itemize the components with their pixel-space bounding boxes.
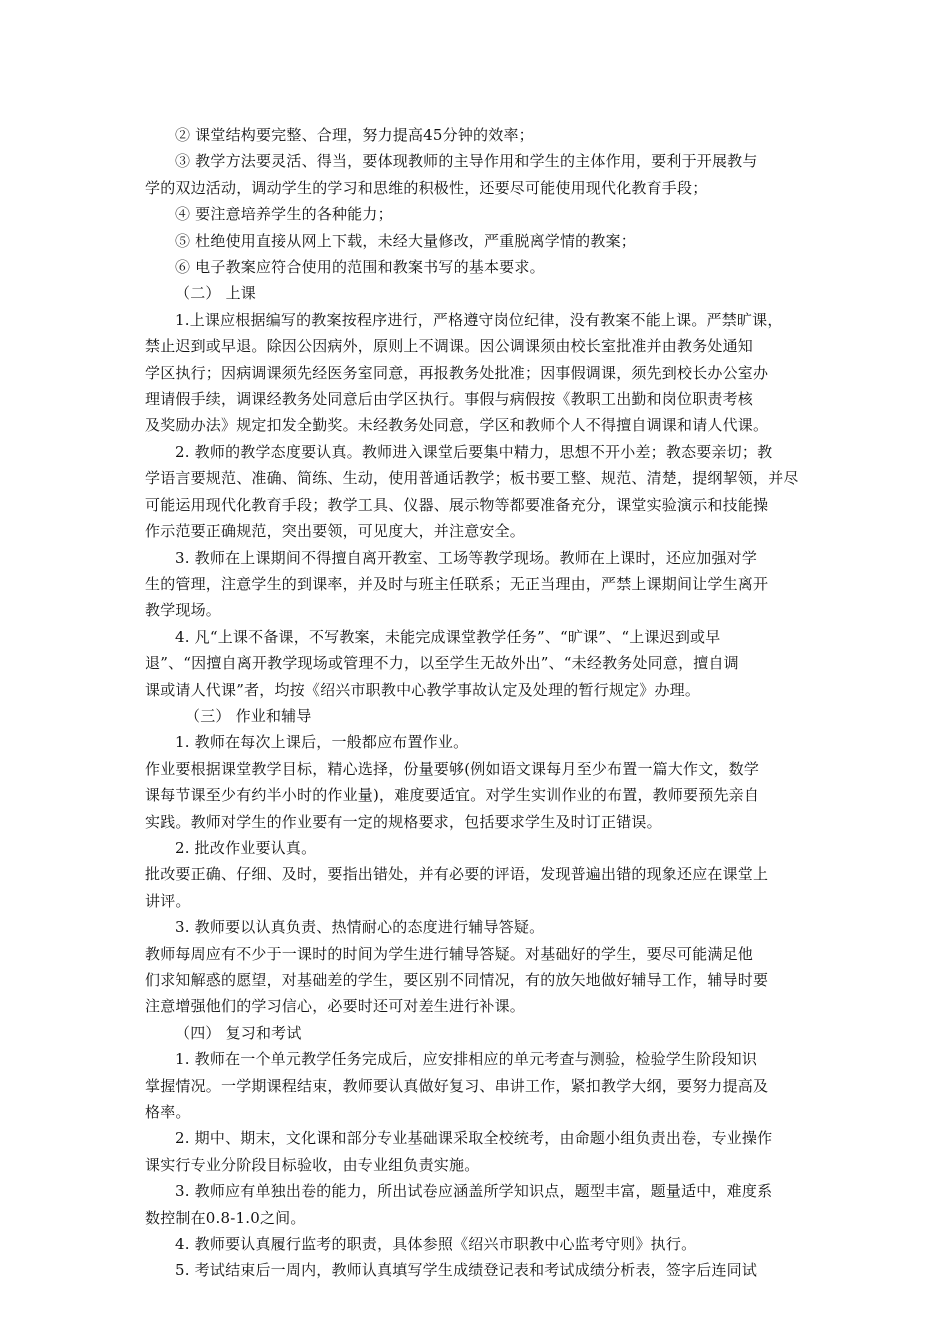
text-line: 退”、“因擅自离开教学现场或管理不力，以至学生无故外出”、“未经教务处同意，擅自调 — [145, 654, 739, 673]
text-line: 学语言要规范、准确、简练、生动，使用普通话教学；板书要工整、规范、清楚，提纲挈领，并尽 — [145, 469, 799, 488]
text-line: 2. 批改作业要认真。 — [175, 838, 317, 857]
text-line: 课每节课至少有约半小时的作业量)，难度要适宜。对学生实训作业的布置，教师要预先亲自 — [145, 786, 760, 805]
text-line: 作业要根据课堂教学目标，精心选择，份量要够(例如语文课每月至少布置一篇大作文，数学 — [145, 759, 760, 778]
text-line: 2. 教师的教学态度要认真。教师进入课堂后要集中精力，思想不开小差；教态要亲切；教 — [175, 442, 773, 461]
text-line: 3. 教师在上课期间不得擅自离开教室、工场等教学现场。教师在上课时，还应加强对学 — [175, 548, 758, 567]
text-line: 3. 教师应有单独出卷的能力，所出试卷应涵盖所学知识点，题型丰富，题量适中，难度系 — [175, 1182, 773, 1201]
text-line: 格率。 — [145, 1103, 191, 1122]
text-line: （二） 上课 — [175, 284, 256, 303]
text-line: ④ 要注意培养学生的各种能力； — [175, 205, 393, 224]
text-line: ⑥ 电子教案应符合使用的范围和教案书写的基本要求。 — [175, 258, 545, 277]
text-line: 及奖励办法》规定扣发全勤奖。未经教务处同意，学区和教师个人不得擅自调课和请人代课。 — [145, 416, 769, 435]
document-page — [145, 122, 813, 1284]
text-line: 数控制在0.8-1.0之间。 — [145, 1208, 306, 1227]
text-line: ⑤ 杜绝使用直接从网上下载，未经大量修改，严重脱离学情的教案； — [175, 231, 636, 250]
text-line: （三） 作业和辅导 — [185, 706, 312, 725]
text-line: 教学现场。 — [145, 601, 222, 620]
text-line: ③ 教学方法要灵活、得当，要体现教师的主导作用和学生的主体作用，要利于开展教与 — [175, 152, 758, 171]
text-line: 讲评。 — [145, 891, 191, 910]
text-line: 2. 期中、期末，文化课和部分专业基础课采取全校统考，由命题小组负责出卷，专业操作 — [175, 1129, 773, 1148]
text-line: 学的双边活动，调动学生的学习和思维的积极性，还要尽可能使用现代化教育手段； — [145, 178, 708, 197]
text-line: 4. 教师要认真履行监考的职责，具体参照《绍兴市职教中心监考守则》执行。 — [175, 1235, 697, 1254]
text-line: 学区执行；因病调课须先经医务室同意，再报教务处批准；因事假调课，须先到校长办公室办 — [145, 363, 769, 382]
text-line: 教师每周应有不少于一课时的时间为学生进行辅导答疑。对基础好的学生，要尽可能满足他 — [145, 944, 754, 963]
text-line: ② 课堂结构要完整、合理，努力提高45分钟的效率； — [175, 126, 534, 144]
text-line: 课或请人代课”者，均按《绍兴市职教中心教学事故认定及处理的暂行规定》办理。 — [145, 680, 701, 699]
text-line: 禁止迟到或早退。除因公因病外，原则上不调课。因公调课须由校长室批准并由教务处通知 — [145, 337, 754, 356]
text-line: 5. 考试结束后一周内，教师认真填写学生成绩登记表和考试成绩分析表，签字后连同试 — [175, 1261, 758, 1280]
text-line: （四） 复习和考试 — [175, 1023, 302, 1042]
text-line: 1. 教师在一个单元教学任务完成后，应安排相应的单元考查与测验，检验学生阶段知识 — [175, 1050, 758, 1069]
text-line: 作示范要正确规范，突出要领，可见度大，并注意安全。 — [145, 522, 526, 541]
text-line: 理请假手续，调课经教务处同意后由学区执行。事假与病假按《教职工出勤和岗位职责考核 — [145, 390, 754, 409]
text-line: 掌握情况。一学期课程结束，教师要认真做好复习、串讲工作，紧扣教学大纲，要努力提高及 — [145, 1076, 769, 1095]
text-line: 实践。教师对学生的作业要有一定的规格要求，包括要求学生及时订正错误。 — [145, 812, 662, 831]
text-line: 1.上课应根据编写的教案按程序进行，严格遵守岗位纪律，没有教案不能上课。严禁旷课， — [175, 310, 783, 329]
text-line: 注意增强他们的学习信心，必要时还可对差生进行补课。 — [145, 997, 526, 1016]
text-line: 可能运用现代化教育手段；教学工具、仪器、展示物等都要准备充分，课堂实验演示和技能操 — [145, 495, 769, 514]
text-line: 批改要正确、仔细、及时，要指出错处，并有必要的评语，发现普遍出错的现象还应在课堂上 — [145, 865, 769, 884]
text-line: 3. 教师要以认真负责、热情耐心的态度进行辅导答疑。 — [175, 918, 545, 937]
text-line: 4. 凡“上课不备课，不写教案，未能完成课堂教学任务”、“旷课”、“上课迟到或早 — [175, 627, 721, 646]
text-line: 生的管理，注意学生的到课率，并及时与班主任联系；无正当理由，严禁上课期间让学生离开 — [145, 574, 769, 593]
text-line: 1. 教师在每次上课后，一般都应布置作业。 — [175, 733, 469, 752]
text-line: 们求知解惑的愿望，对基础差的学生，要区别不同情况，有的放矢地做好辅导工作，辅导时要 — [145, 971, 769, 989]
text-line: 课实行专业分阶段目标验收，由专业组负责实施。 — [145, 1155, 480, 1174]
